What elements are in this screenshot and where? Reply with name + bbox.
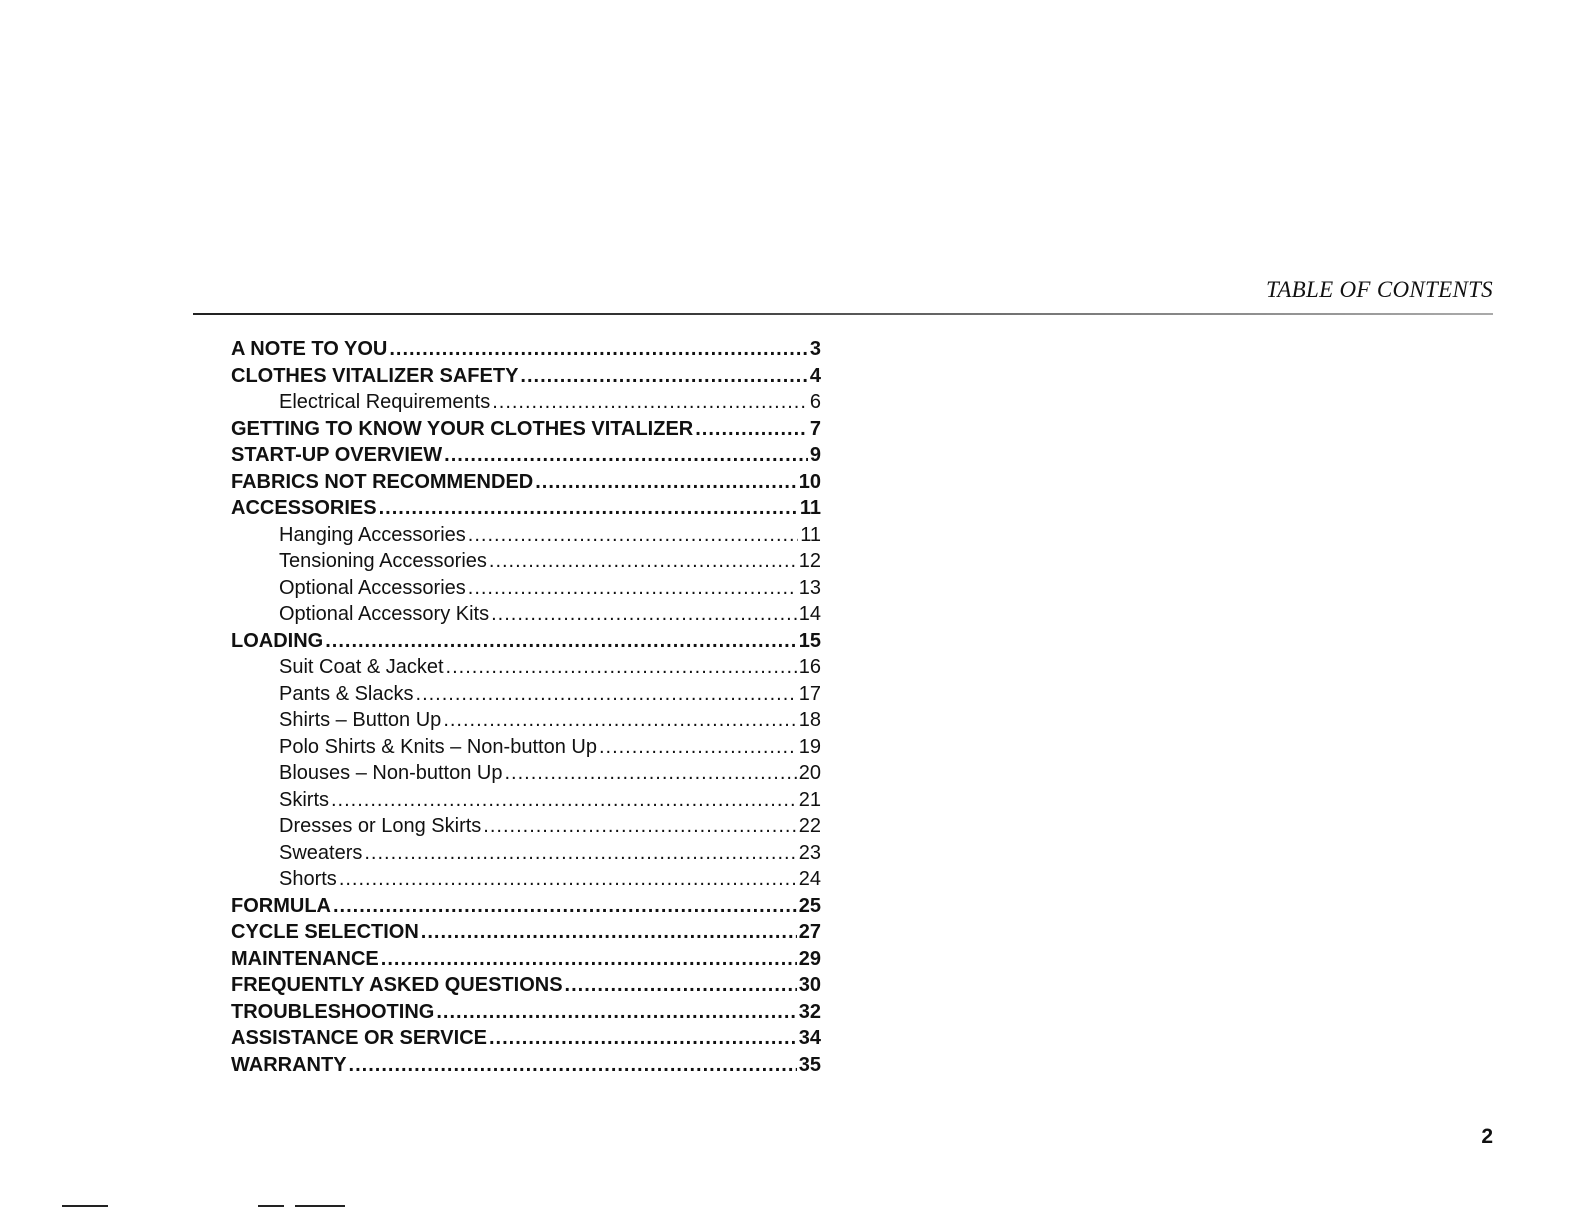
toc-entry-page: 7 bbox=[809, 417, 821, 440]
toc-section bbox=[231, 1054, 821, 1081]
toc-entry-label: FREQUENTLY ASKED QUESTIONS bbox=[231, 974, 563, 996]
toc-subsection bbox=[231, 577, 821, 604]
toc-entry-page: 10 bbox=[798, 470, 821, 493]
toc-subsection bbox=[231, 683, 821, 710]
toc-subsection bbox=[231, 603, 821, 630]
toc-entry-label: FABRICS NOT RECOMMENDED bbox=[231, 470, 534, 493]
toc-section bbox=[231, 921, 821, 948]
toc-entry-label: Shirts – Button Up bbox=[279, 709, 442, 731]
toc-entry-page: 18 bbox=[798, 709, 821, 731]
toc-leader-dots bbox=[325, 630, 797, 653]
toc-entry-label: TROUBLESHOOTING bbox=[231, 1000, 435, 1023]
toc-section bbox=[231, 444, 821, 471]
bottom-mark bbox=[295, 1205, 345, 1207]
toc-entry-label: Polo Shirts & Knits – Non-button Up bbox=[279, 735, 597, 758]
toc-entry-page: 24 bbox=[798, 868, 821, 890]
toc-leader-dots bbox=[364, 842, 796, 865]
toc-leader-dots bbox=[446, 656, 797, 679]
toc-entry-label: WARRANTY bbox=[231, 1053, 347, 1076]
toc-leader-dots bbox=[492, 391, 808, 414]
toc-leader-dots bbox=[379, 497, 798, 520]
toc-entry-page: 30 bbox=[798, 974, 821, 996]
toc-entry-label: MAINTENANCE bbox=[231, 947, 379, 970]
toc-subsection bbox=[231, 762, 821, 789]
toc-subsection bbox=[231, 815, 821, 842]
toc-subsection bbox=[231, 789, 821, 816]
bottom-mark bbox=[258, 1205, 284, 1207]
toc-subsection bbox=[231, 391, 821, 418]
toc-entry-label: Sweaters bbox=[279, 841, 363, 864]
toc-subsection bbox=[231, 736, 821, 763]
toc-subsection bbox=[231, 868, 821, 895]
toc-section bbox=[231, 338, 821, 365]
page-title: TABLE OF CONTENTS bbox=[1265, 277, 1493, 302]
toc-entry-page: 22 bbox=[798, 815, 821, 837]
toc-entry-label: GETTING TO KNOW YOUR CLOTHES VITALIZER bbox=[231, 417, 694, 440]
toc-entry-page: 34 bbox=[798, 1027, 821, 1049]
toc-entry-label: Blouses – Non-button Up bbox=[279, 762, 503, 784]
toc-entry-page: 11 bbox=[799, 497, 821, 519]
toc-section bbox=[231, 974, 821, 1001]
toc-entry-page: 20 bbox=[798, 762, 821, 784]
toc-leader-dots bbox=[443, 709, 796, 732]
toc-entry-page: 27 bbox=[798, 921, 821, 943]
toc-leader-dots bbox=[468, 577, 797, 600]
toc-entry-page: 32 bbox=[798, 1000, 821, 1023]
toc-entry-page: 4 bbox=[809, 364, 821, 387]
toc-entry-label: Tensioning Accessories bbox=[279, 550, 487, 572]
toc-entry-label: Optional Accessory Kits bbox=[279, 603, 490, 625]
toc-leader-dots bbox=[489, 1027, 797, 1050]
page-number: 2 bbox=[1481, 1125, 1493, 1148]
toc-entry-label: Pants & Slacks bbox=[279, 682, 414, 705]
toc-entry-page: 12 bbox=[798, 550, 821, 572]
toc-entry-page: 6 bbox=[809, 391, 821, 413]
toc-leader-dots bbox=[389, 338, 808, 361]
toc-entry-page: 14 bbox=[798, 603, 821, 625]
toc-entry-page: 23 bbox=[798, 841, 821, 864]
toc-leader-dots bbox=[599, 736, 797, 759]
toc-section bbox=[231, 1001, 821, 1028]
toc-entry-page: 25 bbox=[798, 894, 821, 917]
toc-entry-label: ASSISTANCE OR SERVICE bbox=[231, 1027, 487, 1049]
toc-entry-label: CLOTHES VITALIZER SAFETY bbox=[231, 364, 519, 387]
toc-entry-page: 11 bbox=[800, 523, 821, 546]
toc-leader-dots bbox=[381, 948, 797, 971]
toc-section bbox=[231, 497, 821, 524]
toc-leader-dots bbox=[444, 444, 808, 467]
toc-entry-label: CYCLE SELECTION bbox=[231, 921, 419, 943]
toc-entry-page: 9 bbox=[809, 444, 821, 466]
toc-section bbox=[231, 418, 821, 445]
toc-entry-label: LOADING bbox=[231, 629, 324, 652]
toc-entry-label: ACCESSORIES bbox=[231, 497, 377, 519]
toc-leader-dots bbox=[339, 868, 797, 891]
toc-subsection bbox=[231, 550, 821, 577]
toc-leader-dots bbox=[520, 365, 807, 388]
toc-entry-label: Optional Accessories bbox=[279, 576, 466, 599]
toc-subsection bbox=[231, 656, 821, 683]
toc-section bbox=[231, 471, 821, 498]
toc-leader-dots bbox=[491, 603, 797, 626]
toc-leader-dots bbox=[421, 921, 797, 944]
toc-leader-dots bbox=[331, 789, 797, 812]
toc-entry-page: 19 bbox=[798, 735, 821, 758]
toc-entry-label: Dresses or Long Skirts bbox=[279, 815, 482, 837]
table-of-contents bbox=[231, 338, 821, 1080]
toc-leader-dots bbox=[535, 471, 797, 494]
toc-subsection bbox=[231, 842, 821, 869]
toc-leader-dots bbox=[468, 524, 798, 547]
toc-entry-label: START-UP OVERVIEW bbox=[231, 444, 443, 466]
toc-entry-page: 21 bbox=[798, 788, 821, 811]
toc-leader-dots bbox=[333, 895, 797, 918]
toc-entry-page: 35 bbox=[798, 1053, 821, 1076]
toc-leader-dots bbox=[695, 418, 808, 441]
toc-entry-page: 3 bbox=[809, 338, 821, 360]
toc-entry-label: Suit Coat & Jacket bbox=[279, 656, 444, 678]
toc-entry-label: A NOTE TO YOU bbox=[231, 338, 388, 360]
toc-leader-dots bbox=[489, 550, 797, 573]
toc-entry-label: Electrical Requirements bbox=[279, 391, 491, 413]
toc-entry-page: 16 bbox=[798, 656, 821, 678]
toc-leader-dots bbox=[483, 815, 796, 838]
header-rule bbox=[193, 313, 1493, 315]
toc-section bbox=[231, 1027, 821, 1054]
toc-entry-label: Hanging Accessories bbox=[279, 523, 466, 546]
toc-leader-dots bbox=[504, 762, 796, 785]
toc-entry-page: 29 bbox=[798, 947, 821, 970]
toc-leader-dots bbox=[436, 1001, 796, 1024]
toc-leader-dots bbox=[565, 974, 797, 997]
toc-section bbox=[231, 630, 821, 657]
toc-entry-label: FORMULA bbox=[231, 894, 331, 917]
toc-entry-label: Shorts bbox=[279, 868, 337, 890]
toc-entry-label: Skirts bbox=[279, 788, 329, 811]
toc-subsection bbox=[231, 709, 821, 736]
bottom-mark bbox=[62, 1205, 108, 1207]
toc-subsection bbox=[231, 524, 821, 551]
toc-entry-page: 17 bbox=[798, 682, 821, 705]
toc-section bbox=[231, 365, 821, 392]
toc-entry-page: 13 bbox=[798, 576, 821, 599]
toc-leader-dots bbox=[349, 1054, 797, 1077]
toc-section bbox=[231, 895, 821, 922]
toc-section bbox=[231, 948, 821, 975]
toc-leader-dots bbox=[416, 683, 797, 706]
toc-entry-page: 15 bbox=[798, 629, 821, 652]
